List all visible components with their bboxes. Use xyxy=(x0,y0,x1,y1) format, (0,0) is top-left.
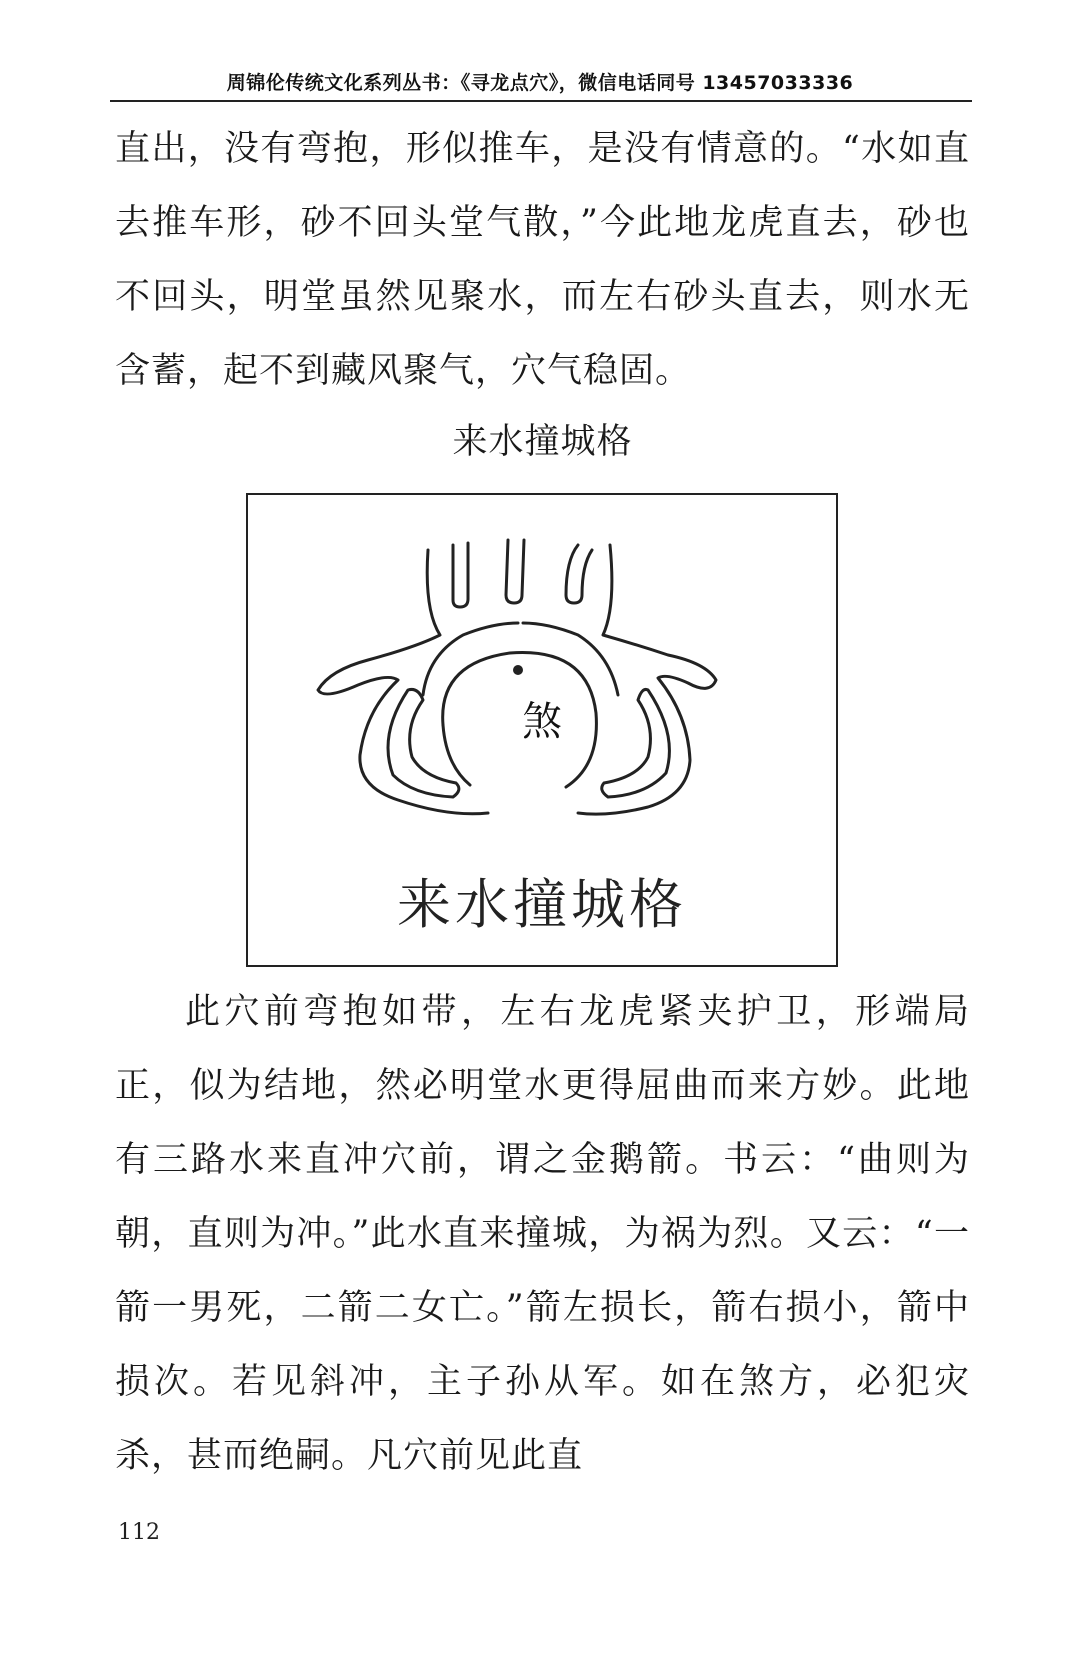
water-stream-left xyxy=(453,543,468,607)
page-number: 112 xyxy=(118,1520,160,1545)
embrace-band-left xyxy=(423,623,518,695)
paragraph-2: 此穴前弯抱如带，左右龙虎紧夹护卫，形端局正，似为结地，然必明堂水更得屈曲而来方妙。此地有三路水来直冲穴前，谓之金鹅箭。书云：“曲则为朝，直则为冲。”此水直来撞城，为祸为烈。又云：“一箭一男死，二箭二女亡。”箭左损长，箭右损小，箭中损次。若见斜冲，主子孙从军。如在煞方，必犯灾杀，甚而绝嗣。凡穴前见此直 xyxy=(115,992,970,1476)
running-header: 周锦伦传统文化系列丛书：《寻龙点穴》，微信电话同号 13457033336 xyxy=(226,72,854,94)
water-stream-right xyxy=(566,545,592,603)
figure-diagram xyxy=(246,493,838,967)
sha-character: 煞 xyxy=(522,699,562,745)
header-rule xyxy=(110,100,972,102)
water-stream-middle xyxy=(506,540,524,603)
paragraph-1: 直出，没有弯抱，形似推车，是没有情意的。“水如直去推车形，砂不回头堂气散，”今此地龙虎直去，砂也不回头，明堂虽然见聚水，而左右砂头直去，则水无含蓄，起不到藏风聚气，穴气稳固。 xyxy=(115,129,970,391)
outer-sand-body xyxy=(318,550,488,814)
outer-sand-body-right xyxy=(578,545,716,814)
acupoint-dot xyxy=(513,665,523,675)
figure-label: 来水撞城格 xyxy=(397,873,687,936)
figure-caption: 来水撞城格 xyxy=(452,422,633,462)
